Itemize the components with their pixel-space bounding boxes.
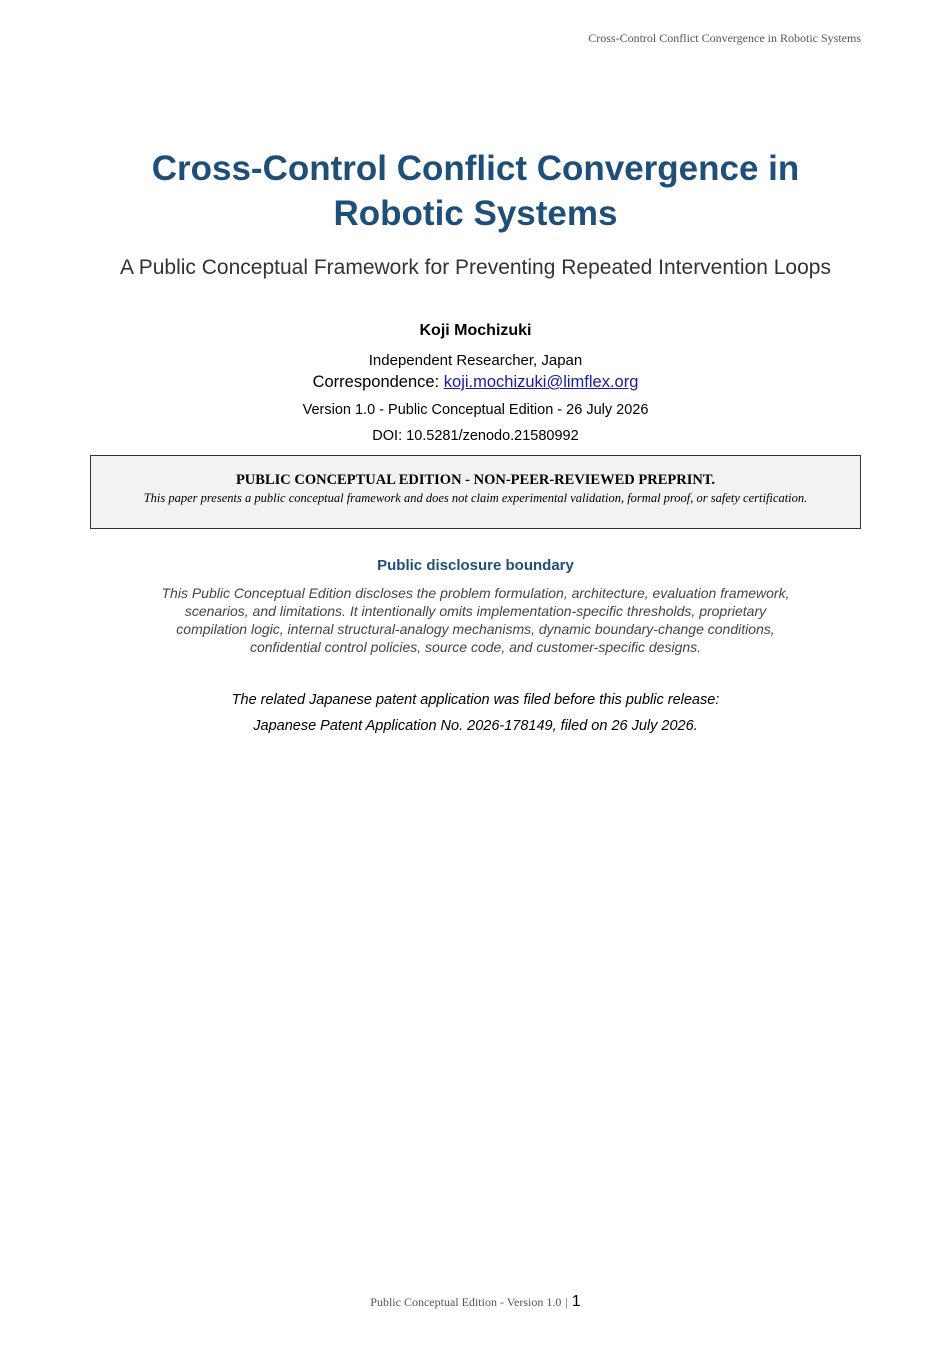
title-line-2: Robotic Systems — [333, 194, 618, 233]
author-name: Koji Mochizuki — [419, 322, 532, 339]
notice-text: This paper presents a public conceptual framework and does not claim experimental validation, formal proof, or safety certification. — [143, 491, 808, 505]
patent-statement-line-1: The related Japanese patent application was filed before this public release: — [231, 692, 720, 708]
paper-title — [90, 146, 861, 236]
correspondence-label: Correspondence: — [312, 373, 440, 391]
correspondence — [90, 373, 861, 392]
preprint-notice-box — [90, 455, 861, 529]
version-line: Version 1.0 - Public Conceptual Edition - 26 July 2026 — [302, 402, 649, 418]
patent-statement-line-2: Japanese Patent Application No. 2026-178149, filed on 26 July 2026. — [253, 718, 698, 734]
footer-separator: | — [565, 1295, 568, 1309]
footer-edition: Public Conceptual Edition - Version 1.0 — [370, 1295, 562, 1309]
running-header: Cross-Control Conflict Convergence in Robotic Systems — [588, 31, 861, 45]
paper-subtitle: A Public Conceptual Framework for Preventing Repeated Intervention Loops — [120, 256, 831, 279]
page-number: 1 — [571, 1293, 581, 1310]
email-link[interactable]: koji.mochizuki@limflex.org — [443, 373, 639, 391]
doi-line: DOI: 10.5281/zenodo.21580992 — [372, 428, 579, 444]
page-footer — [0, 1293, 951, 1311]
title-line-1: Cross-Control Conflict Convergence in — [151, 149, 800, 188]
disclosure-body: This Public Conceptual Edition discloses the problem formulation, architecture, evaluation framework, scenarios, and limitations. It intentionally omits implementation-specific thresholds, proprietary compilation logic, internal structural-analogy mechanisms, dynamic boundary-change conditions, confidential control policies, source code, and customer-specific designs. — [161, 585, 790, 655]
disclosure-heading: Public disclosure boundary — [377, 557, 574, 574]
author-affiliation: Independent Researcher, Japan — [368, 352, 583, 369]
notice-title: PUBLIC CONCEPTUAL EDITION - NON-PEER-REVIEWED PREPRINT. — [235, 472, 716, 488]
